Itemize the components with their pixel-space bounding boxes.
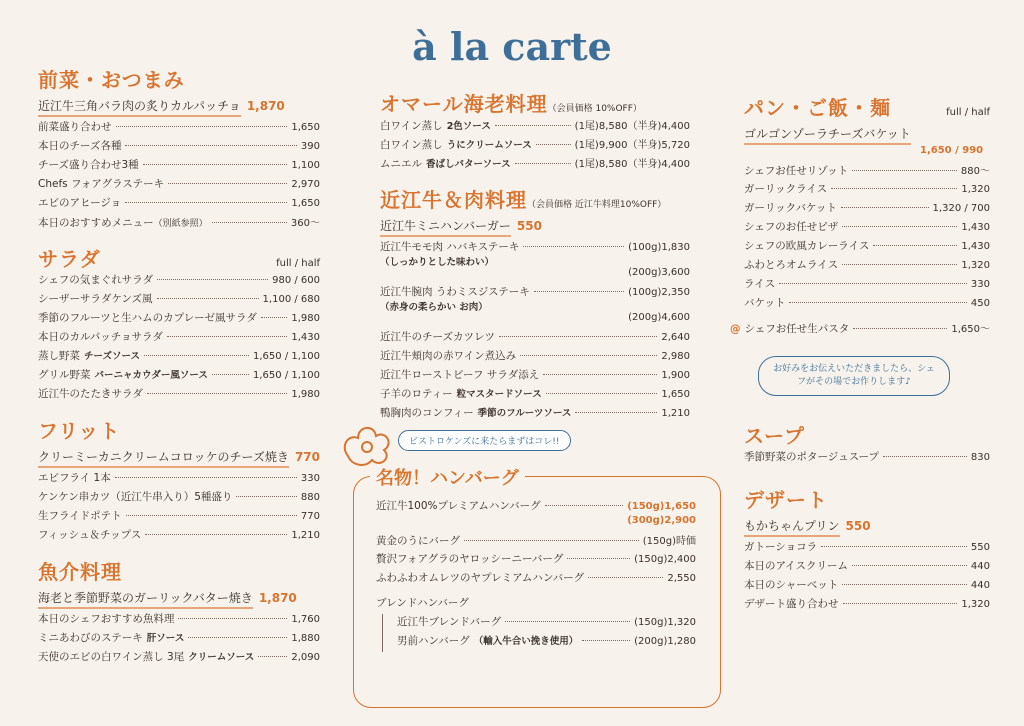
menu-item: 贅沢フォアグラのヤロッシーニーバーグ (150g)2,400 [376, 553, 696, 565]
column-middle [380, 88, 690, 424]
menu-item: Chefs フォアグラステーキ 2,970 [38, 178, 320, 190]
menu-item: 近江牛ブレンドバーグ (150g)1,320 [397, 616, 696, 628]
menu-item: ガーリックバケット 1,320 / 700 [744, 202, 990, 214]
page-title: à la carte [412, 24, 612, 69]
menu-item-price-alt: (200g)3,600 [628, 267, 690, 278]
menu-item: シェフの気まぐれサラダ 980 / 600 [38, 274, 320, 286]
menu-item: 近江牛腕肉 うわミスジステーキ (100g)2,350 [380, 286, 690, 298]
column-left [38, 64, 320, 668]
menu-item: ガーリックライス 1,320 [744, 183, 990, 195]
menu-item: エビフライ 1本 330 [38, 472, 320, 484]
section-fritto [38, 415, 320, 546]
section-pan [730, 92, 990, 339]
section-soup [744, 420, 990, 468]
menu-item: 前菜盛り合わせ 1,650 [38, 121, 320, 133]
spiral-icon: @ [730, 323, 741, 335]
menu-item: ライス 330 [744, 278, 990, 290]
menu-item: 白ワイン蒸し 2色ソース (1尾)8,580（半身)4,400 [380, 120, 690, 132]
menu-item: 生フライドポテト 770 [38, 510, 320, 522]
featured-item: クリーミーカニクリームコロッケのチーズ焼き 770 [38, 444, 320, 470]
menu-item: シェフお任せリゾット 880～ [744, 165, 990, 177]
featured-price: 1,650 / 990 [920, 145, 984, 156]
menu-item-sub: （赤身の柔らかい お肉） [380, 302, 488, 313]
menu-item: シーザーサラダケンズ風 1,100 / 680 [38, 293, 320, 305]
menu-item: 季節のフルーツと生ハムのカプレーゼ風サラダ 1,980 [38, 312, 320, 324]
hamburg-callout: ビストロケンズに来たらまずはコレ!! [398, 430, 571, 451]
menu-item: 季節野菜のポタージュスープ 830 [744, 451, 990, 463]
section-heading: 魚介料理 [38, 560, 122, 584]
flower-illustration-icon [340, 420, 394, 468]
section-heading: 前菜・おつまみ [38, 68, 185, 92]
menu-item: 子羊のロティー 粒マスタードソース 1,650 [380, 388, 690, 400]
menu-item: 黄金のうにバーグ (150g)時価 [376, 535, 696, 547]
menu-item: ムニエル 香ばしバターソース (1尾)8,580（半身)4,400 [380, 158, 690, 170]
menu-item: 近江牛のチーズカツレツ 2,640 [380, 331, 690, 343]
section-heading: 近江牛＆肉料理 [380, 188, 527, 212]
blend-list [382, 614, 696, 652]
member-discount-note: （会員価格 近江牛料理10%OFF） [527, 200, 667, 210]
section-dessert [744, 484, 990, 615]
full-half-label: full / half [276, 258, 320, 269]
section-salad [38, 243, 320, 405]
pasta-callout: お好みをお伝えいただきましたら、シェフがその場でお作りします♪ [758, 356, 950, 396]
section-hamburg [376, 464, 696, 652]
menu-item: 本日のアイスクリーム 440 [744, 560, 990, 572]
featured-item: ゴルゴンゾーラチーズバケット [744, 121, 990, 147]
menu-item: 蒸し野菜 チーズソース 1,650 / 1,100 [38, 350, 320, 362]
menu-item: グリル野菜 バーニャカウダー風ソース 1,650 / 1,100 [38, 369, 320, 381]
column-right-lower [744, 420, 990, 615]
menu-item: 鴨胸肉のコンフィー 季節のフルーツソース 1,210 [380, 407, 690, 419]
menu-item: 本日のカルパッチョサラダ 1,430 [38, 331, 320, 343]
section-lobster [380, 88, 690, 174]
member-discount-note: （会員価格 10%OFF） [547, 104, 642, 114]
menu-item: チーズ盛り合わせ3種 1,100 [38, 159, 320, 171]
featured-item: 近江牛三角バラ肉の炙りカルパッチョ 1,870 [38, 93, 320, 119]
menu-item: 近江牛ローストビーフ サラダ添え 1,900 [380, 369, 690, 381]
menu-item: ふわとろオムライス 1,320 [744, 259, 990, 271]
menu-item: フィッシュ＆チップス 1,210 [38, 529, 320, 541]
menu-item-price-alt: (200g)4,600 [628, 312, 690, 323]
section-gyokai [38, 556, 320, 668]
menu-item: デザート盛り合わせ 1,320 [744, 598, 990, 610]
menu-item: 近江牛のたたきサラダ 1,980 [38, 388, 320, 400]
blend-heading: ブレンドハンバーグ [376, 597, 469, 609]
menu-item: ガトーショコラ 550 [744, 541, 990, 553]
menu-item: バケット 450 [744, 297, 990, 309]
menu-item: 近江牛モモ肉 ハバキステーキ (100g)1,830 [380, 241, 690, 253]
menu-item: 白ワイン蒸し うにクリームソース (1尾)9,900（半身)5,720 [380, 139, 690, 151]
menu-item: 男前ハンバーグ （輸入牛合い挽き使用） (200g)1,280 [397, 635, 696, 647]
menu-item: 本日のおすすめメニュー （別紙参照） 360～ [38, 217, 320, 229]
menu-item: 本日のシャーベット 440 [744, 579, 990, 591]
section-heading: スープ [744, 424, 805, 448]
section-heading: オマール海老料理 [380, 92, 548, 116]
section-omi [380, 184, 690, 424]
menu-item-sub: （しっかりとした味わい） [380, 257, 495, 268]
menu-item: 近江牛頬肉の赤ワイン煮込み 2,980 [380, 350, 690, 362]
column-right [730, 92, 990, 339]
section-heading: デザート [744, 488, 828, 512]
featured-item: 海老と季節野菜のガーリックバター焼き 1,870 [38, 585, 320, 611]
menu-item: エビのアヒージョ 1,650 [38, 197, 320, 209]
menu-item-price-alt: (300g)2,900 [627, 515, 696, 526]
menu-item: 本日のシェフおすすめ魚料理 1,760 [38, 613, 320, 625]
menu-item: ケンケン串カツ（近江牛串入り）5種盛り 880 [38, 491, 320, 503]
section-heading: サラダ [38, 247, 101, 271]
section-heading: 名物！ハンバーグ [370, 464, 525, 490]
menu-item: 天使のエビの白ワイン蒸し 3尾 クリームソース 2,090 [38, 651, 320, 663]
menu-item-pasta: @ シェフお任せ生パスタ 1,650～ [730, 323, 990, 335]
section-zensai [38, 64, 320, 233]
menu-item: ミニあわびのステーキ 肝ソース 1,880 [38, 632, 320, 644]
section-heading: フリット [38, 419, 121, 443]
menu-item: 本日のチーズ各種 390 [38, 140, 320, 152]
menu-item: ふわふわオムレツのヤプレミアムハンバーグ 2,550 [376, 572, 696, 584]
featured-item: 近江牛ミニハンバーガー 550 [380, 213, 690, 239]
section-heading: パン・ご飯・麺 [744, 96, 891, 120]
full-half-label: full / half [946, 107, 990, 118]
menu-item: 近江牛100%プレミアムハンバーグ (150g)1,650 [376, 500, 696, 512]
featured-item: もかちゃんプリン 550 [744, 513, 990, 539]
menu-item: シェフのお任せピザ 1,430 [744, 221, 990, 233]
menu-item: シェフの欧風カレーライス 1,430 [744, 240, 990, 252]
